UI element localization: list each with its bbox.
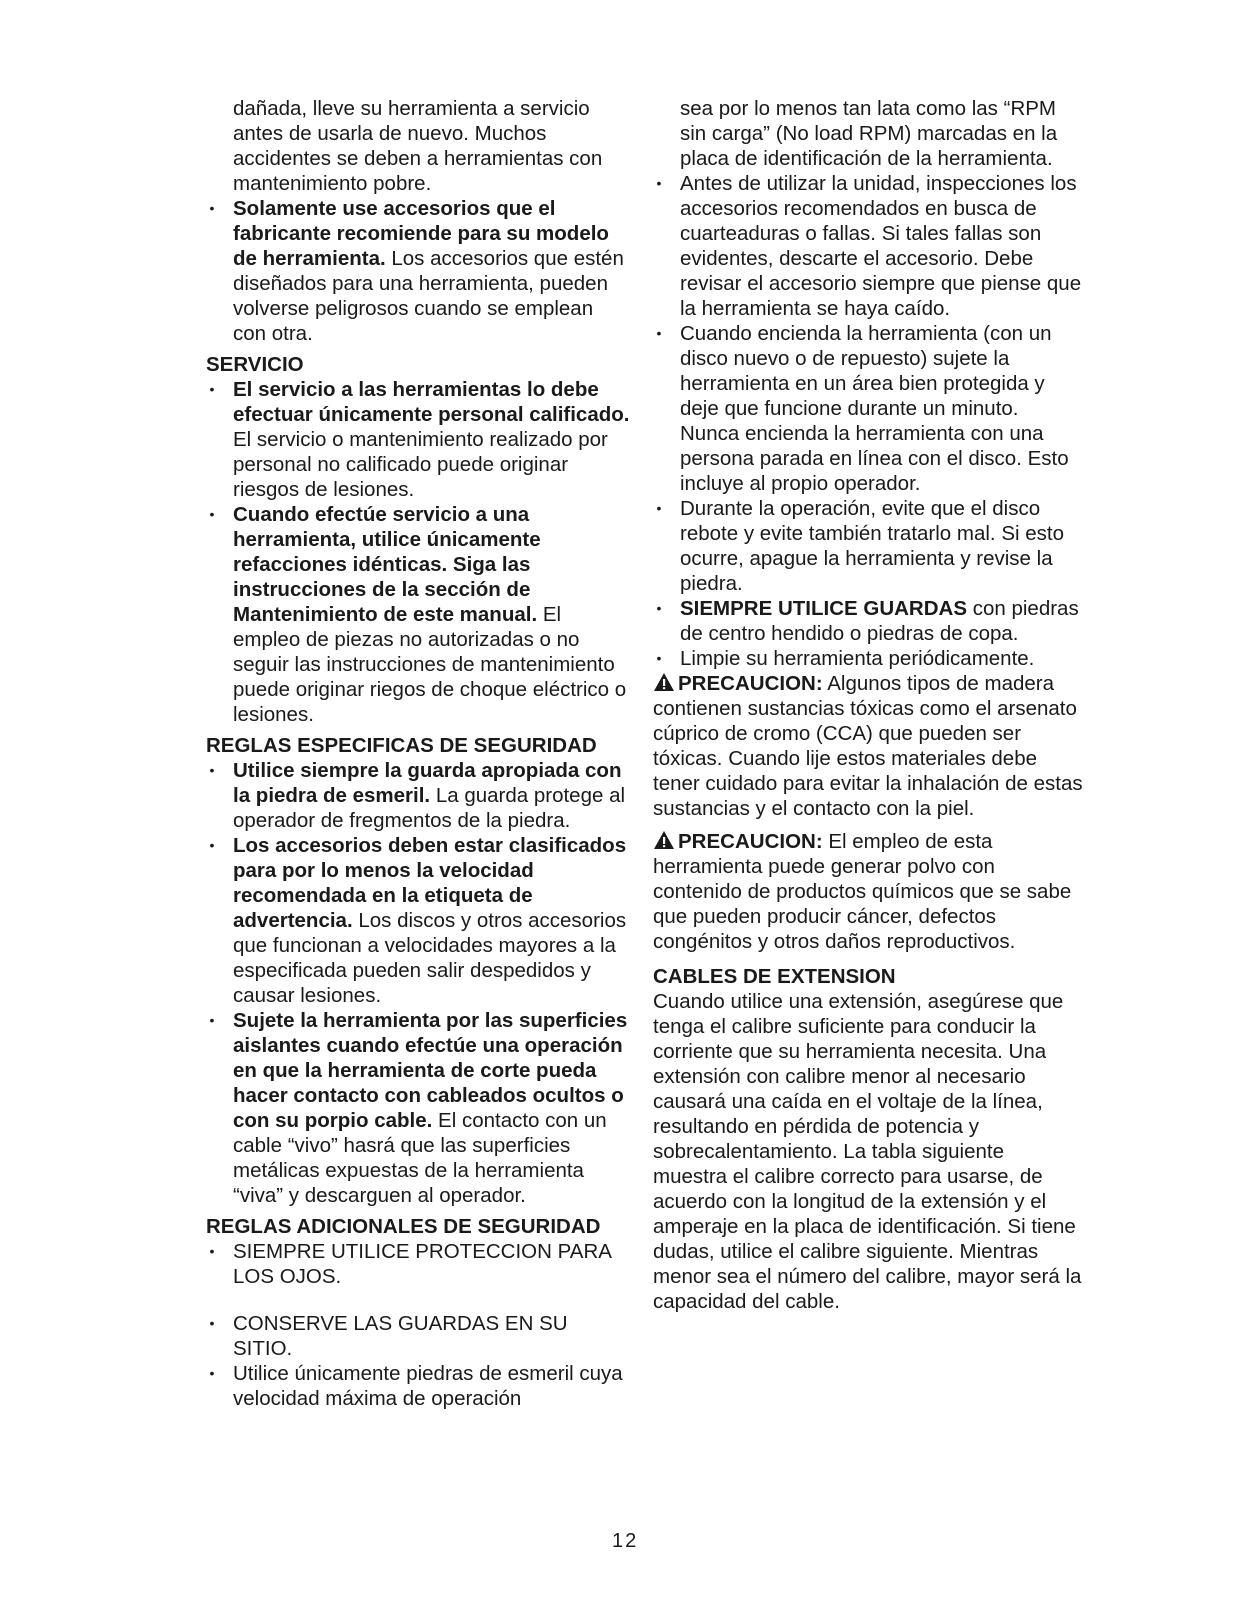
item-text: Los accesorios que estén diseñados para una herramienta, pueden volverse peligrosos cuando se emplean con otra. — [233, 247, 624, 345]
right-column — [653, 96, 1083, 1314]
bullet-icon: • — [209, 1315, 215, 1331]
bullet-icon: • — [209, 1365, 215, 1381]
list-item — [206, 1361, 631, 1411]
list-item — [206, 758, 631, 833]
list-item — [653, 596, 1083, 646]
bullet-icon: • — [209, 837, 215, 853]
bold-lead: Sujete la herramienta por las superficies aislantes cuando efectúe una operación en que la herramienta de corte pueda hacer contacto con cableados ocultos o con su porpio cable. — [233, 1009, 628, 1132]
continued-paragraph: sea por lo menos tan lata como las “RPM sin carga” (No load RPM) marcadas en la placa de identificación de la herramienta. — [680, 97, 1058, 170]
left-column — [206, 96, 631, 1411]
item-text: El contacto con un cable “vivo” hasrá que las superficies metálicas expuestas de la herramienta “viva” y descarguen al operador. — [233, 1109, 607, 1207]
bold-lead: El servicio a las herramientas lo debe efectuar únicamente personal calificado. — [233, 378, 630, 426]
item-text: con piedras de centro hendido o piedras de copa. — [680, 597, 1079, 645]
list-item — [206, 1311, 631, 1361]
item-text: CONSERVE LAS GUARDAS EN SU SITIO. — [233, 1312, 568, 1360]
list-item — [206, 833, 631, 1008]
warning-icon — [653, 830, 675, 850]
item-text: Limpie su herramienta periódicamente. — [680, 647, 1035, 670]
section-heading-especificas: REGLAS ESPECIFICAS DE SEGURIDAD — [206, 734, 597, 757]
section-heading-cables: CABLES DE EXTENSION — [653, 965, 896, 988]
bullet-icon: • — [656, 650, 662, 666]
precaucion-paragraph — [653, 671, 1083, 821]
list-item — [206, 502, 631, 727]
list-item — [206, 1239, 631, 1289]
list-item — [206, 1008, 631, 1208]
section-heading-servicio: SERVICIO — [206, 353, 304, 376]
bold-lead: Utilice siempre la guarda apropiada con la piedra de esmeril. — [233, 759, 622, 807]
list-item — [206, 377, 631, 502]
item-text: El empleo de piezas no autorizadas o no seguir las instrucciones de mantenimiento puede originar riegos de choque eléctrico o lesiones. — [233, 603, 627, 726]
bold-lead: Solamente use accesorios que el fabricante recomiende para su modelo de herramienta. — [233, 197, 609, 270]
item-text: Antes de utilizar la unidad, inspecciones los accesorios recomendados en busca de cuarteaduras o fallas. Si tales fallas son evidentes, descarte el accesorio. Debe revisar el accesorio siempre que piense que la herramienta se haya caído. — [680, 172, 1082, 320]
item-text: El servicio o mantenimiento realizado por personal no calificado puede originar riesgos de lesiones. — [233, 428, 608, 501]
item-text: Cuando encienda la herramienta (con un disco nuevo o de repuesto) sujete la herramienta en un área bien protegida y deje que funcione durante un minuto. Nunca encienda la herramienta con una persona parada en línea con el disco. Esto incluye al propio operador. — [680, 322, 1069, 495]
bullet-icon: • — [209, 506, 215, 522]
list-item — [653, 321, 1083, 496]
bold-lead: SIEMPRE UTILICE GUARDAS — [680, 597, 968, 620]
item-text: Los discos y otros accesorios que funcionan a velocidades mayores a la especificada pueden salir despedidos y causar lesiones. — [233, 909, 627, 1007]
precaucion-label: PRECAUCION: — [678, 830, 823, 853]
page-number: 12 — [612, 1530, 639, 1552]
precaucion-label: PRECAUCION: — [678, 672, 823, 695]
list-item — [653, 171, 1083, 321]
bullet-icon: • — [656, 600, 662, 616]
bold-lead: Los accesorios deben estar clasificados para por lo menos la velocidad recomendada en la etiqueta de advertencia. — [233, 834, 627, 932]
precaucion-paragraph — [653, 829, 1083, 954]
bullet-icon: • — [209, 762, 215, 778]
warning-icon — [653, 672, 675, 692]
item-text: Utilice únicamente piedras de esmeril cuya velocidad máxima de operación — [233, 1362, 623, 1410]
bold-lead: Cuando efectúe servicio a una herramienta, utilice únicamente refacciones idénticas. Siga las instrucciones de la sección de Mantenimiento de este manual. — [233, 503, 541, 626]
bullet-icon: • — [209, 200, 215, 216]
item-text: La guarda protege al operador de fregmentos de la piedra. — [233, 784, 626, 832]
item-text: SIEMPRE UTILICE PROTECCION PARA LOS OJOS. — [233, 1240, 611, 1288]
list-item — [206, 196, 631, 346]
bullet-icon: • — [656, 500, 662, 516]
bullet-icon: • — [656, 325, 662, 341]
bullet-icon: • — [209, 1243, 215, 1259]
list-item — [653, 646, 1083, 671]
bullet-icon: • — [656, 175, 662, 191]
bullet-icon: • — [209, 1012, 215, 1028]
item-text: Durante la operación, evite que el disco rebote y evite también tratarlo mal. Si esto ocurre, apague la herramienta y revise la piedra. — [680, 497, 1064, 595]
precaucion-text: Algunos tipos de madera contienen sustancias tóxicas como el arsenato cúprico de cromo (CCA) que pueden ser tóxicas. Cuando lije estos materiales debe tener cuidado para evitar la inhalación de estas sustancias y el contacto con la piel. — [653, 672, 1083, 820]
precaucion-text: El empleo de esta herramienta puede generar polvo con contenido de productos químicos que se sabe que pueden producir cáncer, defectos congénitos y otros daños reproductivos. — [653, 830, 1072, 953]
intro-paragraph: dañada, lleve su herramienta a servicio antes de usarla de nuevo. Muchos accidentes se deben a herramientas con mantenimiento pobre. — [233, 97, 603, 195]
section-heading-adicionales: REGLAS ADICIONALES DE SEGURIDAD — [206, 1215, 601, 1238]
list-item — [653, 496, 1083, 596]
bullet-icon: • — [209, 381, 215, 397]
cables-paragraph: Cuando utilice una extensión, asegúrese que tenga el calibre suficiente para conducir la corriente que su herramienta necesita. Una extensión con calibre menor al necesario causará una caída en el voltaje de la línea, resultando en pérdida de potencia y sobrecalentamiento. La tabla siguiente muestra el calibre correcto para usarse, de acuerdo con la longitud de la extensión y el amperaje en la placa de identificación. Si tiene dudas, utilice el calibre siguiente. Mientras menor sea el número del calibre, mayor será la capacidad del cable. — [653, 990, 1082, 1313]
spacer — [206, 1289, 631, 1311]
